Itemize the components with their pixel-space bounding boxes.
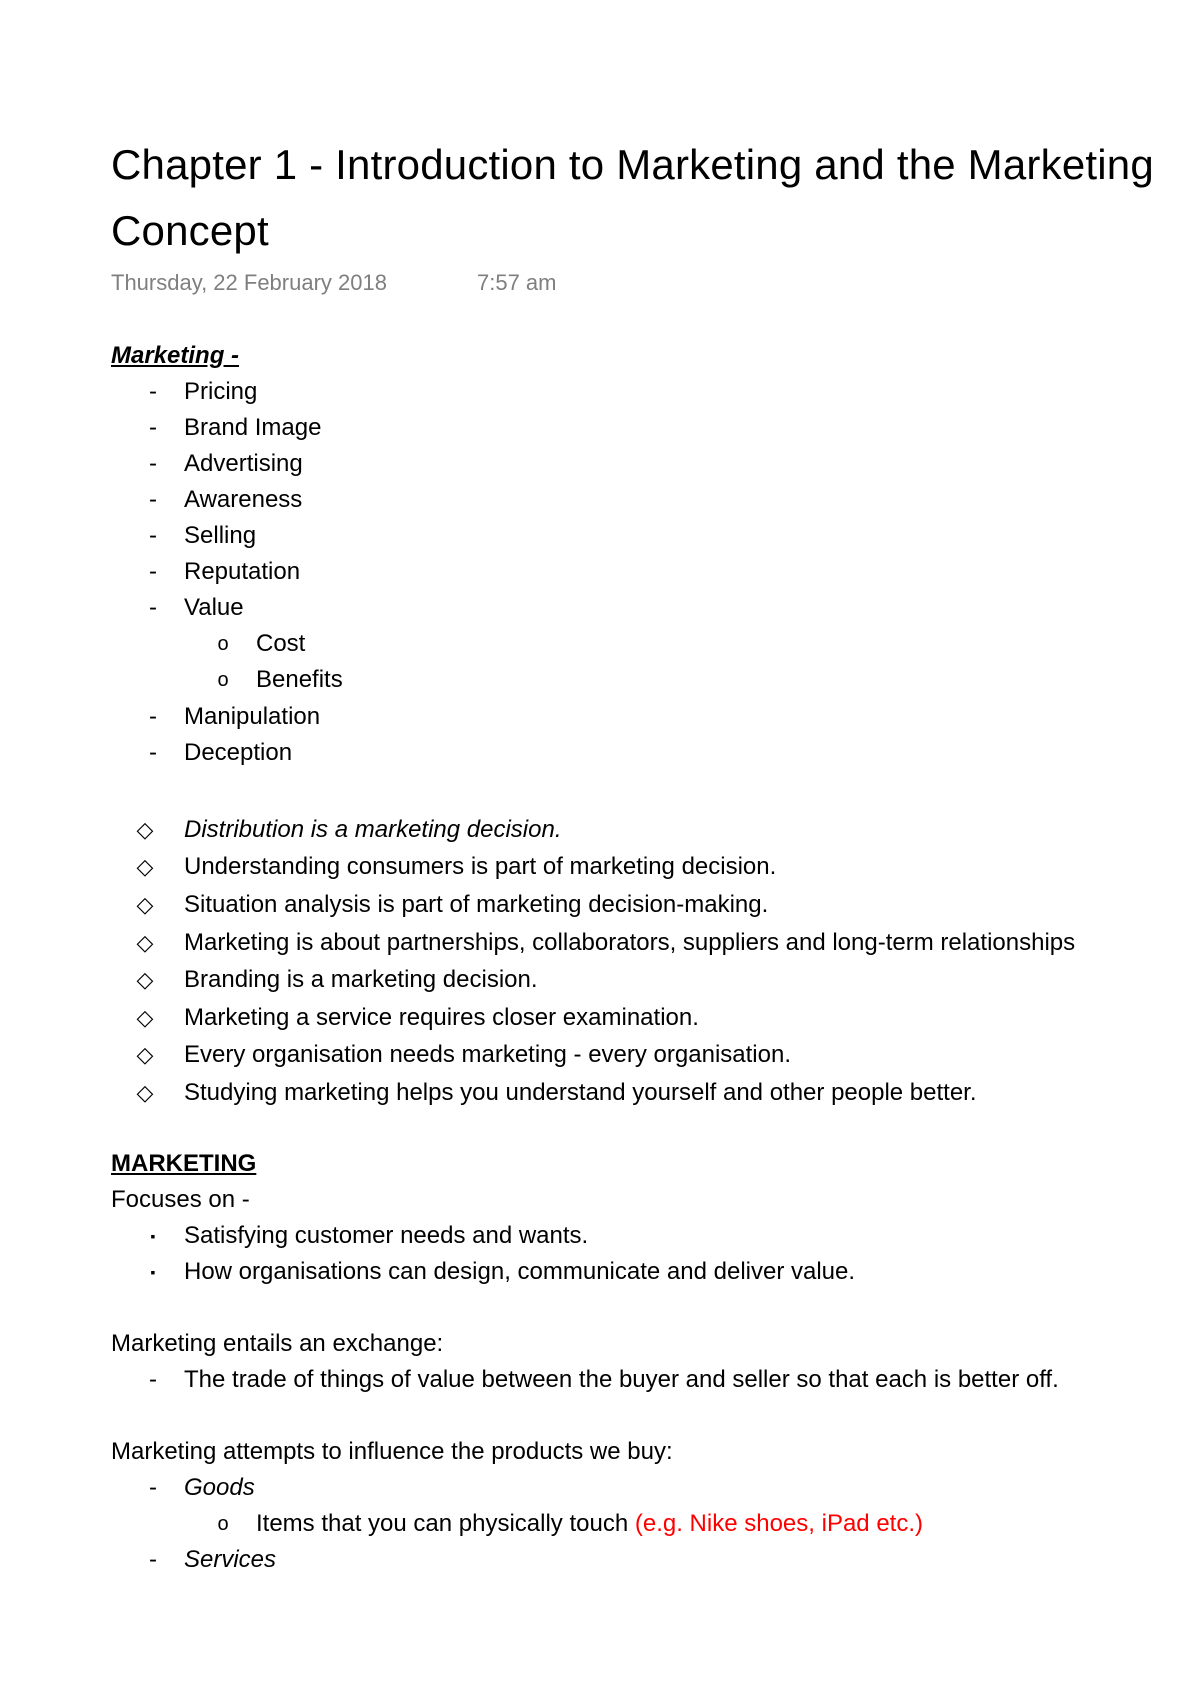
list-item: Value — [184, 594, 244, 621]
list-item: Advertising — [184, 450, 303, 477]
page-title: Chapter 1 - Introduction to Marketing and the Marketing Concept — [111, 141, 1154, 254]
influence-label: Marketing attempts to influence the products we buy: — [111, 1438, 673, 1465]
diamond-bullet: ◇ — [136, 1042, 154, 1067]
square-bullet: ▪ — [150, 1228, 156, 1244]
dash-bullet: - — [149, 558, 157, 585]
statement-item: Understanding consumers is part of marketing decision. — [184, 853, 777, 880]
statement-item: Studying marketing helps you understand yourself and other people better. — [184, 1079, 977, 1106]
list-item: Deception — [184, 739, 293, 766]
note-date: Thursday, 22 February 2018 — [111, 270, 387, 295]
diamond-bullet: ◇ — [136, 1080, 154, 1105]
list-item: Reputation — [184, 558, 301, 585]
note-time: 7:57 am — [477, 270, 557, 295]
statement-item: Marketing a service requires closer examination. — [184, 1004, 699, 1031]
list-item: Pricing — [184, 378, 258, 405]
diamond-bullet: ◇ — [136, 967, 154, 992]
section-heading-marketing: Marketing - — [111, 342, 240, 369]
diamond-bullet: ◇ — [136, 930, 154, 955]
statement-item: Marketing is about partnerships, collaborators, suppliers and long-term relationships — [184, 929, 1076, 956]
circle-bullet: o — [217, 669, 229, 691]
focus-item: Satisfying customer needs and wants. — [184, 1222, 589, 1249]
dash-bullet: - — [149, 450, 157, 477]
dash-bullet: - — [149, 378, 157, 405]
diamond-bullet: ◇ — [136, 892, 154, 917]
statement-item: Branding is a marketing decision. — [184, 966, 538, 993]
dash-bullet: - — [149, 486, 157, 513]
dash-bullet: - — [149, 1474, 157, 1501]
square-bullet: ▪ — [150, 1264, 156, 1280]
list-item: Selling — [184, 522, 257, 549]
list-item: Awareness — [184, 486, 303, 513]
dash-bullet: - — [149, 522, 157, 549]
statement-item: Every organisation needs marketing - every organisation. — [184, 1041, 791, 1068]
exchange-item: The trade of things of value between the buyer and seller so that each is better off. — [184, 1366, 1059, 1393]
list-item: Manipulation — [184, 703, 321, 730]
focus-item: How organisations can design, communicate and deliver value. — [184, 1258, 856, 1285]
section-heading-marketing-caps: MARKETING — [111, 1150, 257, 1177]
sub-list-item: Cost — [256, 630, 306, 657]
statement-item: Situation analysis is part of marketing decision-making. — [184, 891, 769, 918]
goods-example: (e.g. Nike shoes, iPad etc.) — [634, 1510, 923, 1537]
circle-bullet: o — [217, 1513, 229, 1535]
dash-bullet: - — [149, 703, 157, 730]
dash-bullet: - — [149, 739, 157, 766]
dash-bullet: - — [149, 594, 157, 621]
diamond-bullet: ◇ — [136, 854, 154, 879]
sub-list-item: Benefits — [256, 666, 343, 693]
dash-bullet: - — [149, 1546, 157, 1573]
goods-item: Goods — [184, 1474, 255, 1501]
diamond-bullet: ◇ — [136, 1005, 154, 1030]
diamond-bullet: ◇ — [136, 817, 154, 842]
list-item: Brand Image — [184, 414, 322, 441]
goods-sub-item — [256, 1508, 923, 1540]
statement-item: Distribution is a marketing decision. — [184, 816, 562, 843]
note-metadata — [111, 270, 557, 296]
dash-bullet: - — [149, 1366, 157, 1393]
exchange-label: Marketing entails an exchange: — [111, 1330, 444, 1357]
dash-bullet: - — [149, 414, 157, 441]
goods-description: Items that you can physically touch — [256, 1510, 635, 1537]
circle-bullet: o — [217, 633, 229, 655]
services-item: Services — [184, 1546, 277, 1573]
focuses-label: Focuses on - — [111, 1186, 250, 1213]
